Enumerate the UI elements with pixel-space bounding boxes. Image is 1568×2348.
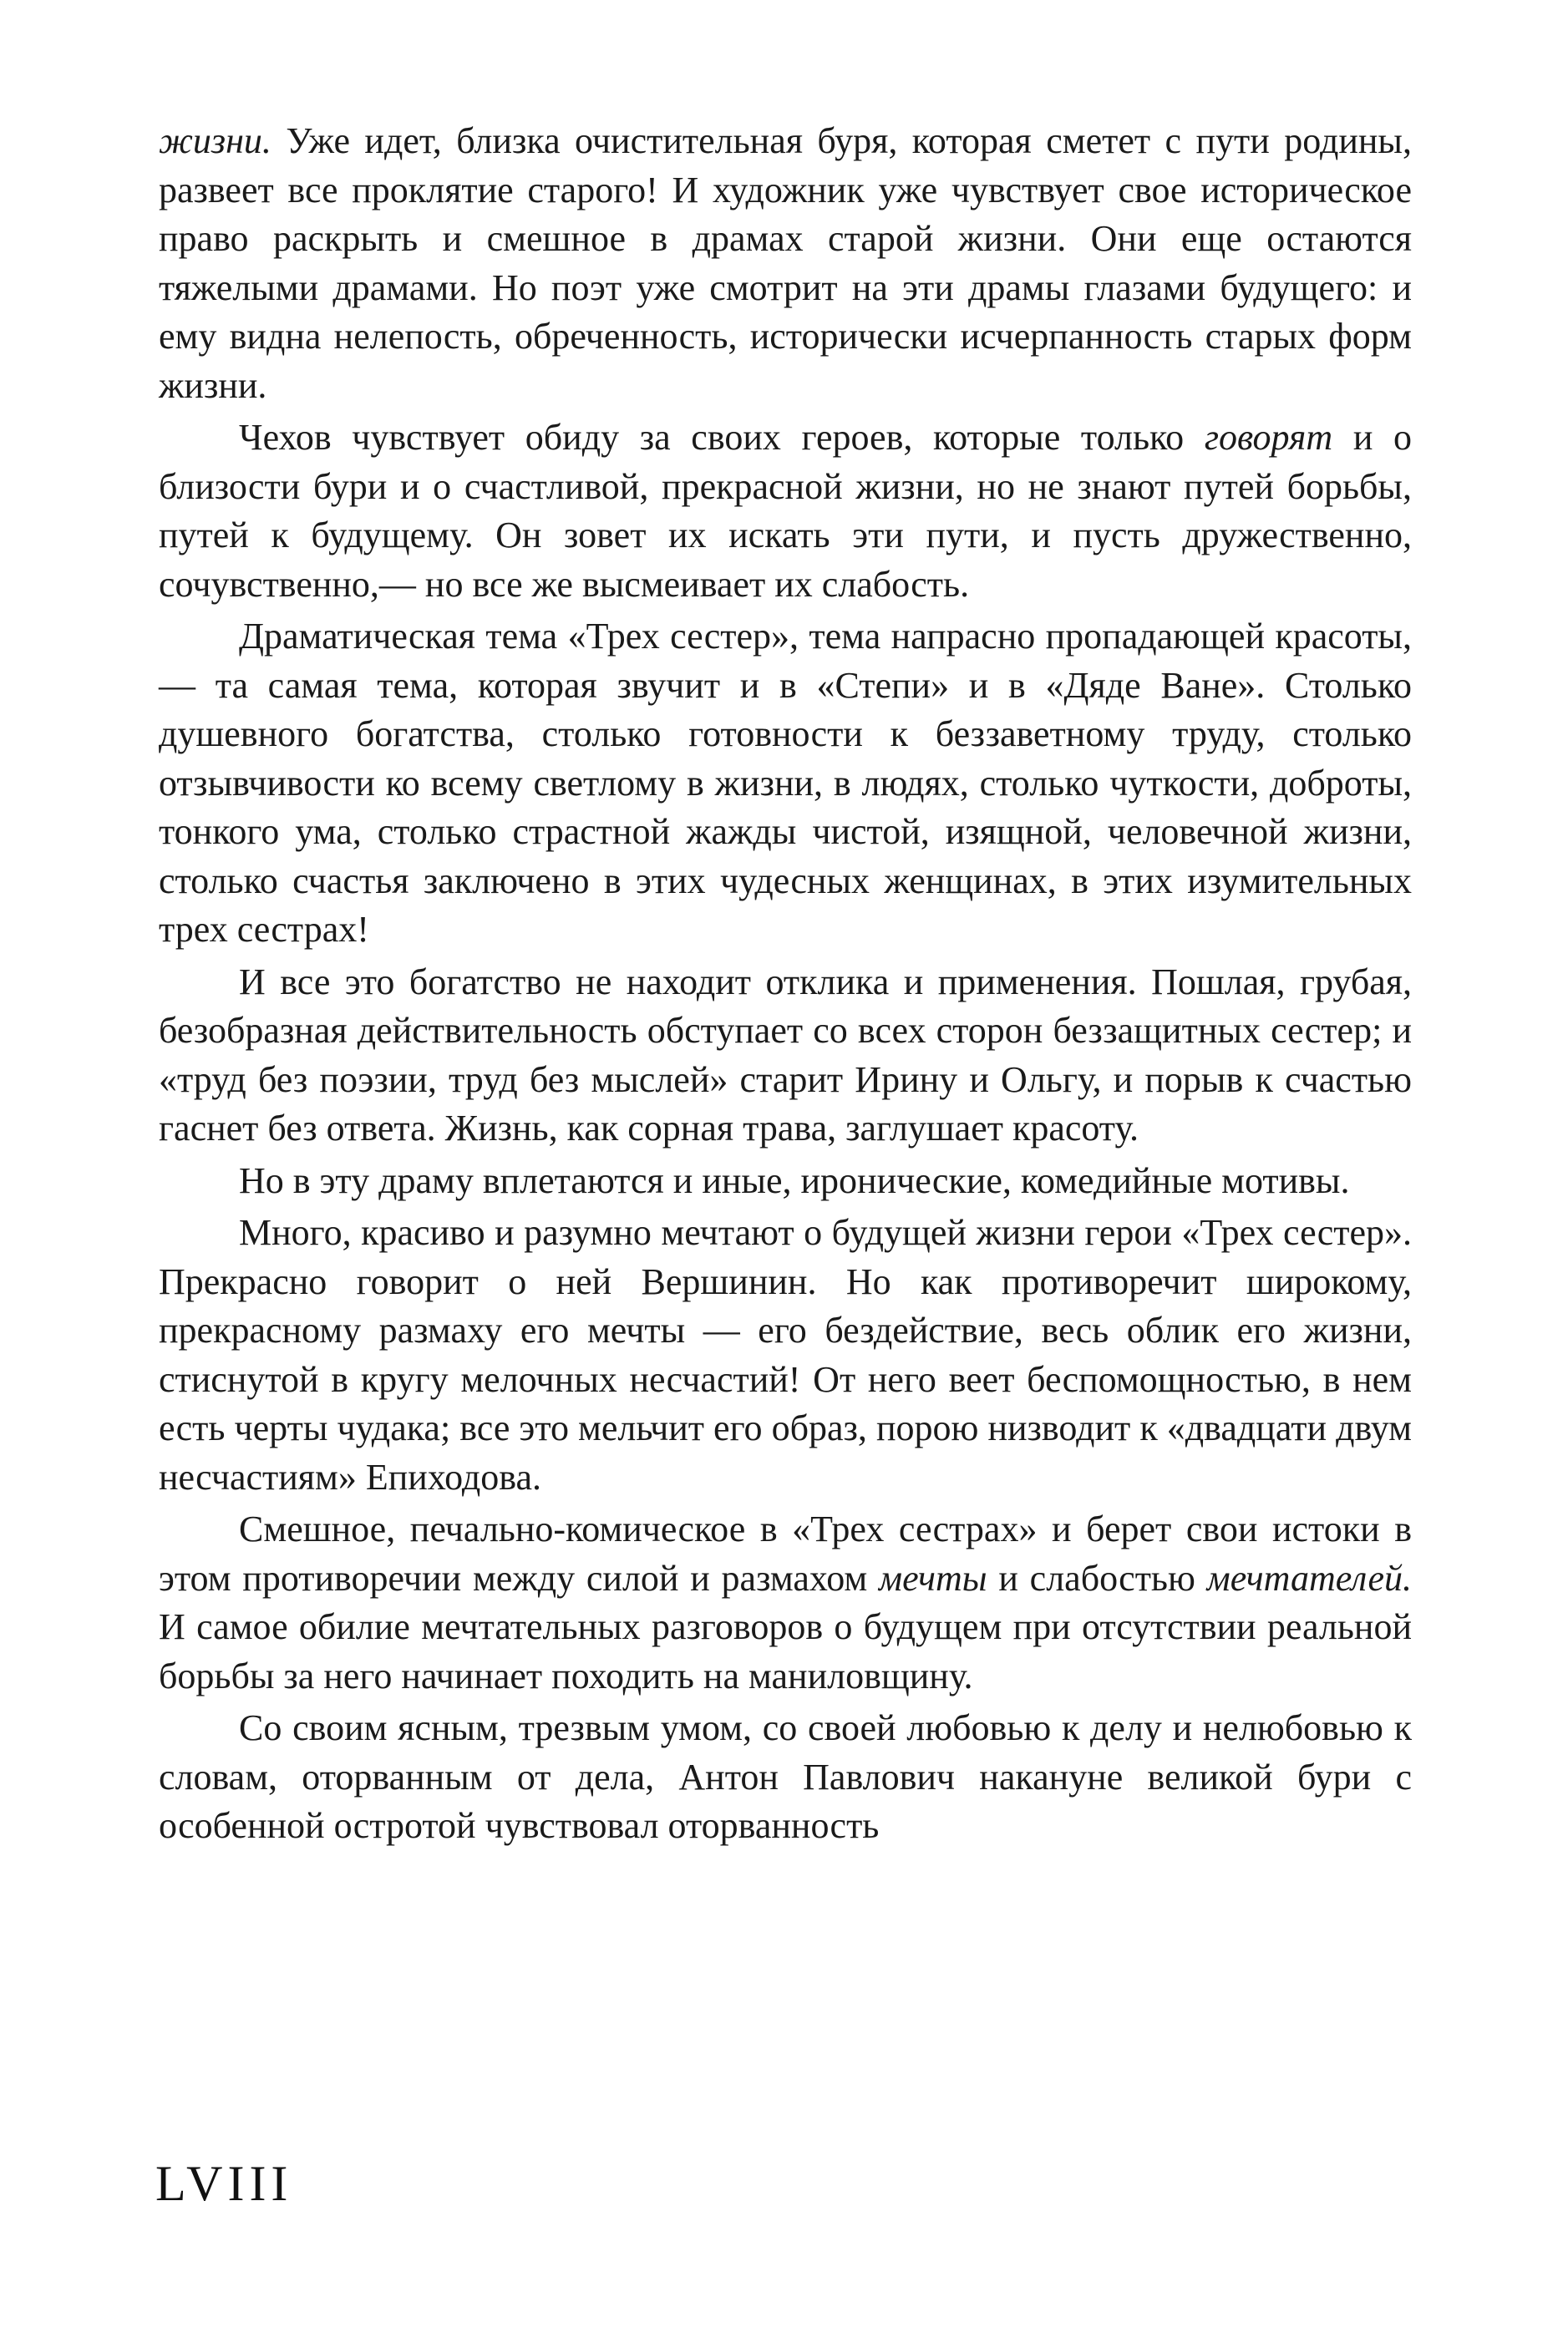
paragraph [159,612,1412,955]
text-body [159,117,1412,1851]
text-run: И все это богатство не находит отклика и применения. Пошлая, грубая, безобразная действительность обступает со всех сторон беззащитных сестер; и «труд без поэзии, труд без мыслей» старит Ирину и Ольгу, и порыв к счастью гаснет без ответа. Жизнь, как сорная трава, заглушает красоту. [159,961,1412,1149]
page-number: LVIII [155,2156,293,2211]
paragraph [159,1704,1412,1851]
text-run: Но в эту драму вплетаются и иные, иронические, комедийные мотивы. [239,1159,1350,1201]
text-run: Много, красиво и разумно мечтают о будущей жизни герои «Трех сестер». Прекрасно говорит о ней Вершинин. Но как противоречит широкому, прекрасному размаху его мечты — его бездействие, весь облик его жизни, стиснутой в кругу мелочных несчастий! От него веет беспомощностью, в нем есть черты чудака; все это мельчит его образ, порою низводит к «двадцати двум несчастиям» Епиходова. [159,1212,1412,1498]
text-run: Чехов чувствует обиду за своих героев, которые только [239,417,1205,458]
text-run: Со своим ясным, трезвым умом, со своей любовью к делу и нелюбовью к словам, оторванным от дела, Антон Павлович накануне великой бури с особенной остротой чувствовал оторванность [159,1707,1412,1846]
paragraph [159,1157,1412,1206]
text-run: Драматическая тема «Трех сестер», тема напрасно пропадающей красоты,— та самая тема, которая звучит и в «Степи» и в «Дяде Ване». Столько душевного богатства, столько готовности к беззаветному труду, столько отзывчивости ко всему светлому в жизни, в людях, столько чуткости, доброты, тонкого ума, столько страстной жажды чистой, изящной, человечной жизни, столько счастья заключено в этих чудесных женщинах, в этих изумительных трех сестрах! [159,616,1412,950]
italic-text-run: говорят [1204,417,1333,458]
italic-text-run: мечты [879,1557,987,1599]
paragraph [159,1505,1412,1701]
text-run: и о близости бури и о счастливой, прекрасной жизни, но не знают путей борьбы, путей к будущему. Он зовет их искать эти пути, и пусть дружественно, сочувственно,— но все же высмеивает их слабость. [159,417,1413,605]
italic-text-run: жизни. [159,120,271,161]
paragraph [159,413,1412,609]
page-body [159,117,1412,1851]
paragraph [159,958,1412,1154]
text-run: Уже идет, близка очистительная буря, которая сметет с пути родины, развеет все проклятие старого! И художник уже чувствует свое историческое право раскрыть и смешное в драмах старой жизни. Они еще остаются тяжелыми драмами. Но поэт уже смотрит на эти драмы глазами будущего: и ему видна нелепость, обреченность, исторически исчерпанность старых форм жизни. [159,120,1412,406]
text-run: и слабостью [987,1557,1207,1599]
text-run: И самое обилие мечтательных разговоров о будущем при отсутствии реальной борьбы за него начинает походить на маниловщину. [159,1606,1412,1696]
paragraph [159,1209,1412,1502]
paragraph [159,117,1412,410]
text-run: Смешное, печально-комическое в «Трех сестрах» и берет свои истоки в этом противоречии между силой и размахом [159,1509,1412,1599]
italic-text-run: мечтателей. [1206,1557,1412,1599]
